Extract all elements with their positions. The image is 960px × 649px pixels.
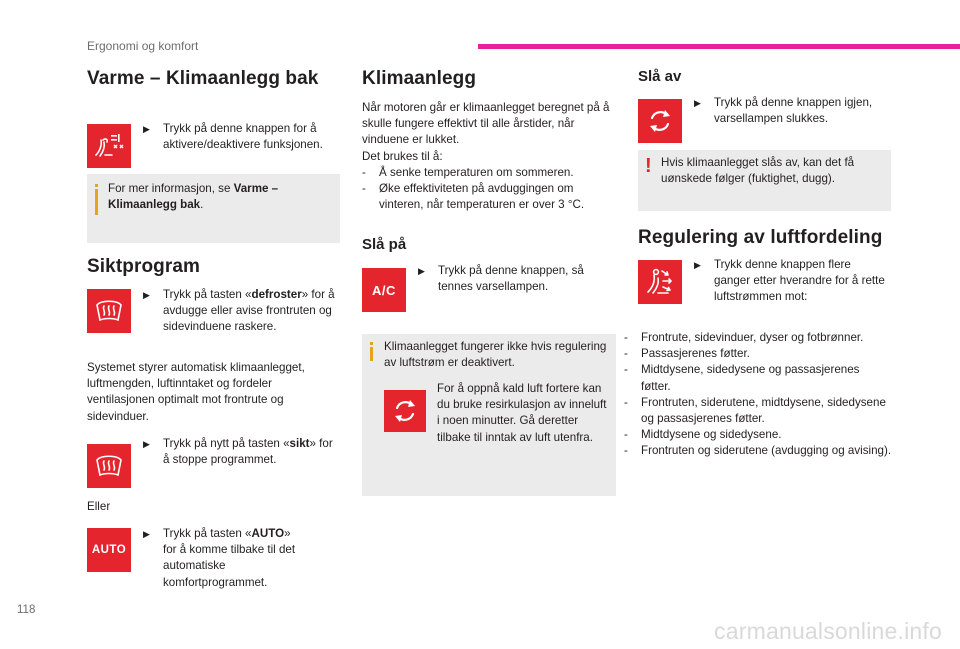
arrow-bullet-icon: ▶: [418, 266, 425, 276]
air-distribution-bullet: ▶ Trykk denne knappen flere ganger etter hverandre for å rette luftstrømmen mot:: [694, 257, 886, 306]
list-item: - Frontrute, sidevinduer, dyser og fotbrønner.: [624, 331, 864, 344]
list-item: - Å senke temperaturen om sommeren.: [362, 165, 574, 179]
heading-turn-off: Slå av: [638, 68, 682, 85]
info-box-ac: [362, 334, 616, 496]
list-item: - Frontruten og siderutene (avdugging og avising).: [624, 444, 892, 458]
auto-label: AUTO: [91, 544, 127, 556]
arrow-bullet-icon: ▶: [143, 124, 150, 134]
section-title: Ergonomi og komfort: [87, 39, 199, 53]
recirculation-text: For å oppnå kald luft fortere kan du bruke resirkulasjon av inneluft i noen minutter. Gå deretter tilbake til inntak av luft utenfra.: [437, 382, 607, 444]
defroster-bullet: ▶ Trykk på tasten «defroster» for å avdugge eller avise frontruten og sidevinduene raskere.: [143, 287, 339, 336]
page-number: 118: [17, 604, 36, 616]
watermark: carmanualsonline.info: [714, 618, 942, 644]
warning-exclamation-icon: !: [645, 155, 652, 177]
info-text-ac: Klimaanlegget fungerer ikke hvis regulering av luftstrøm er deaktivert.: [384, 340, 607, 370]
auto-button-icon: [87, 528, 131, 572]
recirculation-icon: [646, 107, 674, 135]
heading-air-conditioning: Klimaanlegg: [362, 68, 477, 89]
warning-text: Hvis klimaanlegget slås av, kan det få uønskede følger (fuktighet, dugg).: [661, 156, 855, 186]
list-item: - Midtdysene og sidedysene.: [624, 428, 782, 442]
ac-off-bullet: ▶ Trykk på denne knappen igjen, varsellampen slukkes.: [694, 95, 886, 127]
heading-visibility: Siktprogram: [87, 256, 201, 277]
air-distribution-list: [624, 330, 892, 460]
recirculation-button-icon: [384, 390, 426, 432]
eller-text: Eller: [87, 500, 111, 513]
warning-box: [638, 150, 891, 211]
defrost-button-icon: [87, 289, 131, 333]
ac-label: A/C: [372, 282, 396, 298]
arrow-bullet-icon: ▶: [694, 260, 701, 270]
rear-climate-button-icon: [87, 124, 131, 168]
ac-intro: Når motoren går er klimaanlegget beregnet på å skulle fungere effektivt til alle årstider, når vinduene er lukket. Det brukes til å: - Å senke temperaturen om sommeren. - Øke effektiviteten på avduggingen om vinteren, når temperaturen er over 3 °C.: [362, 100, 612, 213]
air-distribution-icon: [644, 267, 676, 297]
list-item: - Passasjerenes føtter.: [624, 347, 750, 361]
heading-air-distribution: Regulering av luftfordeling: [638, 227, 883, 248]
defrost-button-icon-2: [87, 444, 131, 488]
info-text-rear: For mer informasjon, se Varme – Klimaanlegg bak.: [108, 182, 279, 212]
info-marker-icon: [94, 184, 99, 215]
defrost-icon: [93, 296, 125, 326]
arrow-bullet-icon: ▶: [143, 290, 150, 300]
defrost-icon: [93, 451, 125, 481]
ac-usage-list: [362, 165, 612, 214]
recirculation-icon: [391, 397, 419, 425]
rear-climate-icon: [92, 131, 126, 161]
list-item: - Frontruten, siderutene, midtdysene, sidedysene og passasjerenes føtter.: [624, 395, 886, 426]
info-box-rear: [87, 174, 340, 243]
visibility-paragraph: Systemet styrer automatisk klimaanlegget, luftmengden, luftinntaket og fordeler ventilasjonen optimalt mot frontrute og sidevinduer.: [87, 361, 305, 423]
list-item: - Midtdysene, sidedysene og passasjerenes føtter.: [624, 363, 860, 393]
heading-turn-on: Slå på: [362, 236, 407, 253]
ac-button-icon: [362, 268, 406, 312]
arrow-bullet-icon: ▶: [143, 439, 150, 449]
rear-climate-bullet: ▶ Trykk på denne knappen for å aktivere/deaktivere funksjonen.: [143, 121, 339, 153]
info-marker-icon: [369, 342, 374, 361]
air-distribution-button-icon: [638, 260, 682, 304]
sikt-bullet: ▶ Trykk på nytt på tasten «sikt» for å stoppe programmet.: [143, 436, 339, 468]
list-item: - Øke effektiviteten på avduggingen om vinteren, når temperaturen er over 3 °C.: [362, 182, 585, 212]
auto-bullet: ▶ Trykk på tasten «AUTO» for å komme tilbake til det automatiske komfortprogrammet.: [143, 526, 303, 591]
ac-on-bullet: ▶ Trykk på denne knappen, så tennes varsellampen.: [418, 263, 608, 295]
section-accent-bar: [478, 44, 960, 49]
heading-rear-climate: Varme – Klimaanlegg bak: [87, 68, 319, 89]
arrow-bullet-icon: ▶: [694, 98, 701, 108]
arrow-bullet-icon: ▶: [143, 529, 150, 539]
recirculation-off-button-icon: [638, 99, 682, 143]
